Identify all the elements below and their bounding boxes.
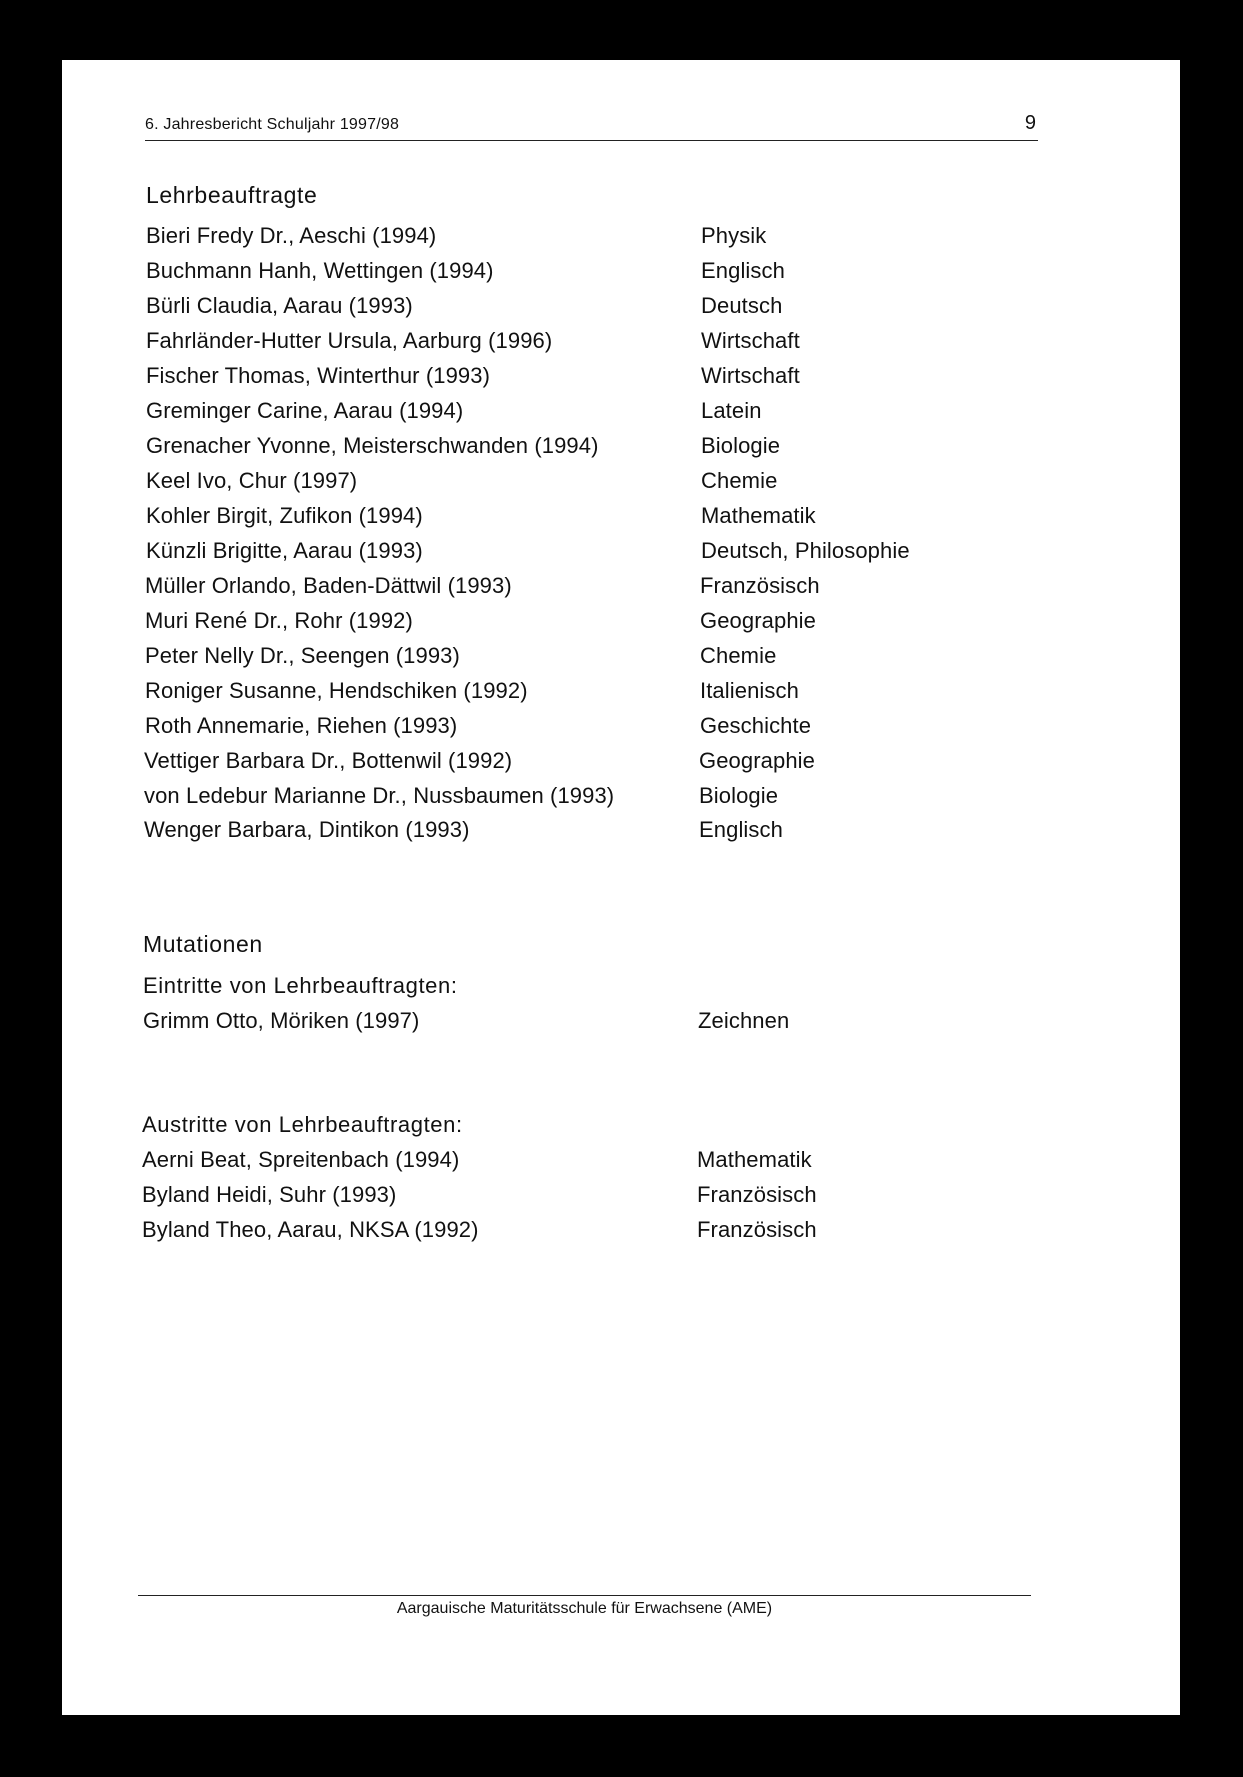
- entry-name: Greminger Carine, Aarau (1994): [146, 398, 464, 423]
- entry-name: Wenger Barbara, Dintikon (1993): [144, 817, 470, 842]
- entry-name: Bieri Fredy Dr., Aeschi (1994): [146, 223, 437, 248]
- eintritte-title: Eintritte von Lehrbeauftragten:: [143, 973, 458, 998]
- entry-name: Müller Orlando, Baden-Dättwil (1993): [145, 573, 512, 598]
- entry-subject: Englisch: [701, 258, 785, 283]
- document-page: [62, 60, 1180, 1715]
- entry-name: Künzli Brigitte, Aarau (1993): [146, 538, 423, 563]
- entry-name: Grenacher Yvonne, Meisterschwanden (1994): [146, 433, 599, 458]
- entry-name: Roth Annemarie, Riehen (1993): [145, 713, 458, 738]
- entry-subject: Italienisch: [700, 678, 799, 703]
- entry-name: Keel Ivo, Chur (1997): [146, 468, 358, 493]
- entry-name: Bürli Claudia, Aarau (1993): [146, 293, 413, 318]
- entry-subject: Geographie: [699, 748, 815, 773]
- footer-divider: [138, 1595, 1031, 1596]
- entry-name: von Ledebur Marianne Dr., Nussbaumen (1993): [144, 783, 615, 808]
- entry-subject: Deutsch, Philosophie: [701, 538, 910, 563]
- entry-subject: Mathematik: [701, 503, 816, 528]
- entry-name: Byland Theo, Aarau, NKSA (1992): [142, 1217, 479, 1242]
- entry-subject: Französisch: [697, 1217, 817, 1242]
- entry-name: Vettiger Barbara Dr., Bottenwil (1992): [144, 748, 513, 773]
- entry-subject: Chemie: [700, 643, 777, 668]
- entry-name: Peter Nelly Dr., Seengen (1993): [145, 643, 460, 668]
- entry-subject: Mathematik: [697, 1147, 812, 1172]
- entry-subject: Latein: [701, 398, 762, 423]
- entry-subject: Geographie: [700, 608, 816, 633]
- entry-subject: Biologie: [701, 433, 781, 458]
- header-title: 6. Jahresbericht Schuljahr 1997/98: [145, 116, 400, 133]
- entry-subject: Englisch: [699, 817, 783, 842]
- entry-name: Fischer Thomas, Winterthur (1993): [146, 363, 491, 388]
- entry-subject: Chemie: [701, 468, 778, 493]
- page-number: 9: [1024, 112, 1036, 134]
- entry-name: Roniger Susanne, Hendschiken (1992): [145, 678, 528, 703]
- entry-subject: Wirtschaft: [701, 328, 800, 353]
- section-title-lehrbeauftragte: Lehrbeauftragte: [146, 182, 318, 208]
- section-title-mutationen: Mutationen: [143, 931, 263, 957]
- entry-name: Aerni Beat, Spreitenbach (1994): [142, 1147, 460, 1172]
- austritte-title: Austritte von Lehrbeauftragten:: [142, 1112, 463, 1137]
- entry-name: Grimm Otto, Möriken (1997): [143, 1008, 420, 1033]
- entry-subject: Französisch: [700, 573, 820, 598]
- entry-name: Buchmann Hanh, Wettingen (1994): [146, 258, 494, 283]
- entry-name: Byland Heidi, Suhr (1993): [142, 1182, 397, 1207]
- footer-text: Aargauische Maturitätsschule für Erwachsene (AME): [396, 1600, 773, 1617]
- entry-subject: Wirtschaft: [701, 363, 800, 388]
- entry-name: Kohler Birgit, Zufikon (1994): [146, 503, 423, 528]
- entry-subject: Geschichte: [700, 713, 812, 738]
- entry-subject: Deutsch: [701, 293, 783, 318]
- entry-subject: Zeichnen: [698, 1008, 790, 1033]
- entry-subject: Biologie: [699, 783, 779, 808]
- entry-name: Fahrländer-Hutter Ursula, Aarburg (1996): [146, 328, 553, 353]
- page-header: [145, 112, 1038, 141]
- entry-subject: Französisch: [697, 1182, 817, 1207]
- entry-name: Muri René Dr., Rohr (1992): [145, 608, 413, 633]
- entry-subject: Physik: [701, 223, 767, 248]
